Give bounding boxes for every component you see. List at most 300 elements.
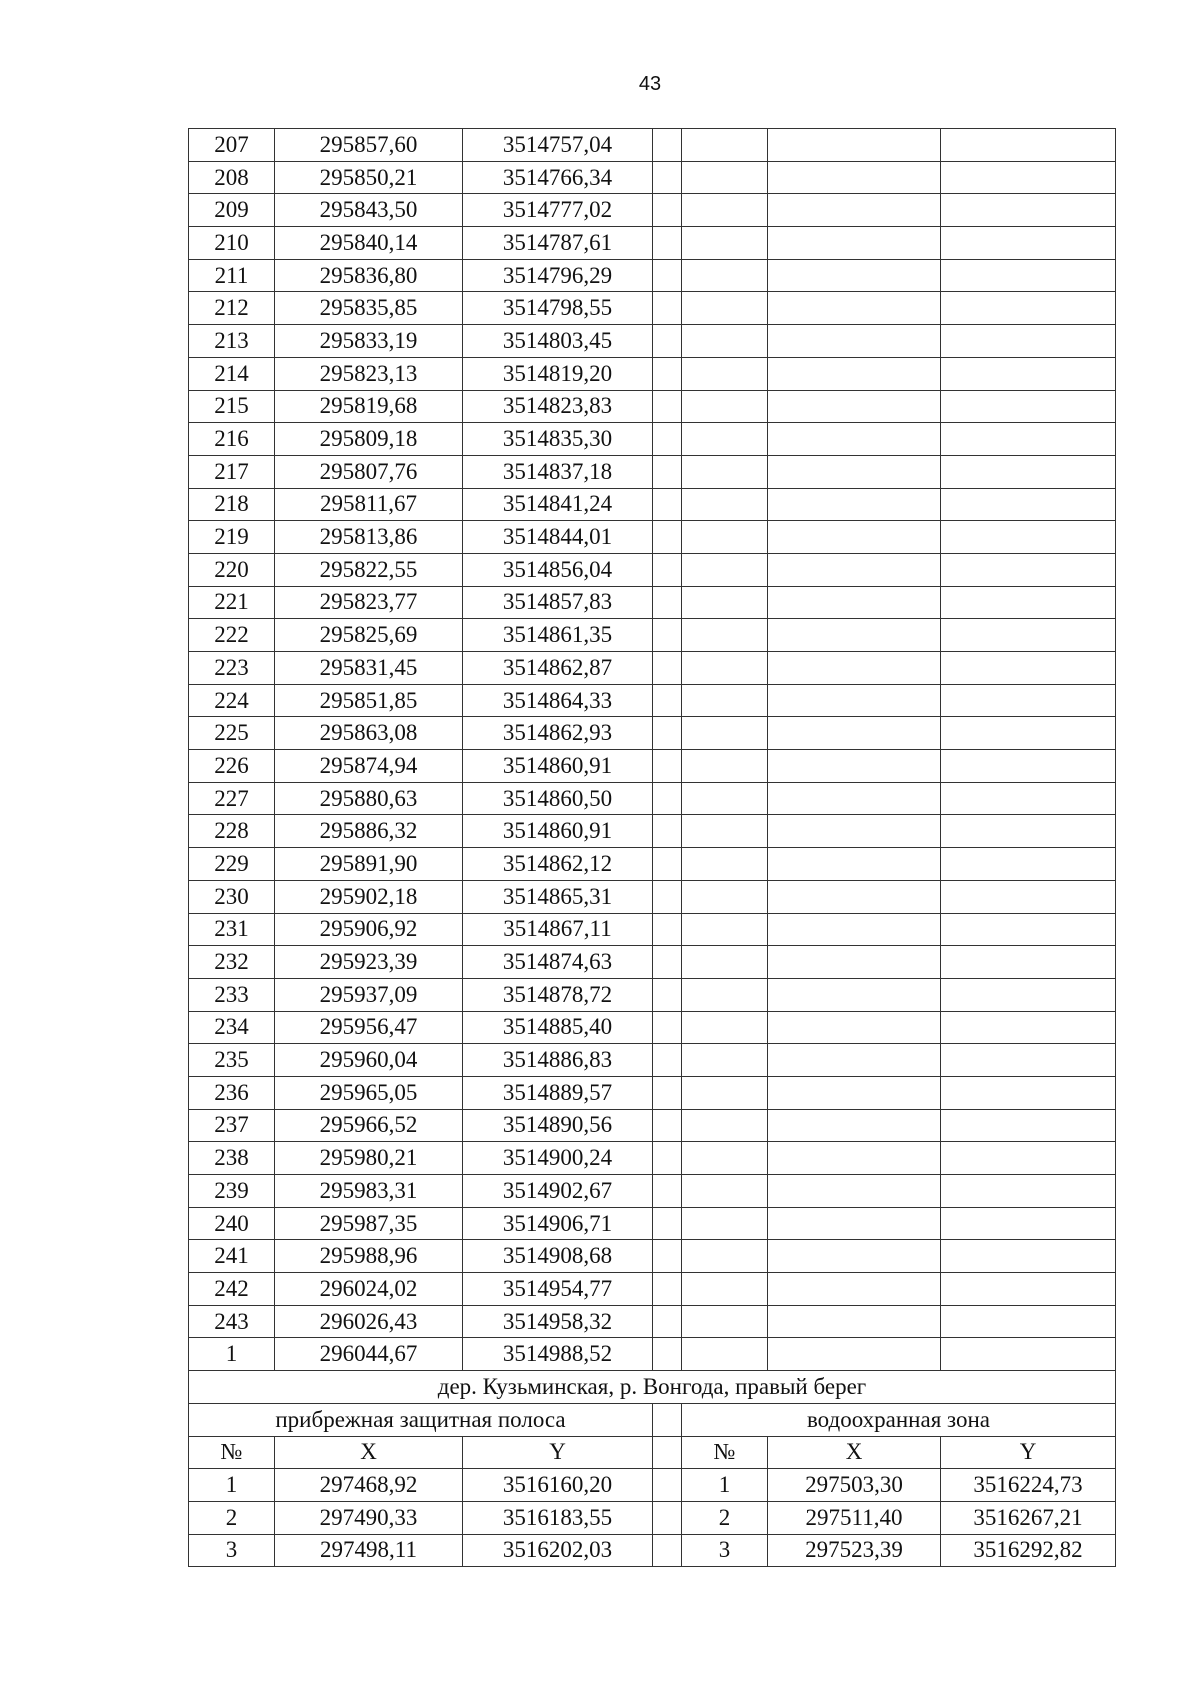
x-coordinate-cell: 295965,05 bbox=[275, 1076, 463, 1109]
section-title: дер. Кузьминская, р. Вонгода, правый берег bbox=[189, 1371, 1116, 1404]
empty-cell bbox=[682, 815, 768, 848]
separator-cell bbox=[653, 1142, 682, 1175]
empty-cell bbox=[682, 1338, 768, 1371]
table-row bbox=[189, 619, 1116, 652]
y-coordinate-cell: 3514864,33 bbox=[463, 684, 653, 717]
empty-cell bbox=[682, 1175, 768, 1208]
coordinates-table-body bbox=[189, 129, 1116, 1567]
empty-cell bbox=[941, 325, 1116, 358]
table-row bbox=[189, 455, 1116, 488]
x-coordinate-cell: 295956,47 bbox=[275, 1011, 463, 1044]
empty-cell bbox=[768, 1207, 941, 1240]
separator-cell bbox=[653, 1175, 682, 1208]
point-number-cell: 211 bbox=[189, 259, 275, 292]
y-coordinate-cell: 3516160,20 bbox=[463, 1469, 653, 1502]
table-row bbox=[189, 1142, 1116, 1175]
table-row bbox=[189, 684, 1116, 717]
empty-cell bbox=[768, 357, 941, 390]
separator-cell bbox=[653, 1469, 682, 1502]
x-coordinate-cell: 295902,18 bbox=[275, 880, 463, 913]
empty-cell bbox=[768, 1142, 941, 1175]
x-coordinate-cell: 295937,09 bbox=[275, 978, 463, 1011]
x-coordinate-cell: 296024,02 bbox=[275, 1273, 463, 1306]
table-row bbox=[189, 1305, 1116, 1338]
separator-cell bbox=[653, 782, 682, 815]
point-number-cell: 240 bbox=[189, 1207, 275, 1240]
section-title-row bbox=[189, 1371, 1116, 1404]
y-coordinate-cell: 3514886,83 bbox=[463, 1044, 653, 1077]
separator-cell bbox=[653, 619, 682, 652]
y-coordinate-cell: 3514862,93 bbox=[463, 717, 653, 750]
left-group-title: прибрежная защитная полоса bbox=[189, 1403, 653, 1436]
x-coordinate-cell: 295960,04 bbox=[275, 1044, 463, 1077]
table-row bbox=[189, 1044, 1116, 1077]
separator-cell bbox=[653, 259, 682, 292]
empty-cell bbox=[768, 129, 941, 162]
empty-cell bbox=[941, 619, 1116, 652]
empty-cell bbox=[682, 1142, 768, 1175]
x-coordinate-cell: 295819,68 bbox=[275, 390, 463, 423]
y-coordinate-cell: 3514860,50 bbox=[463, 782, 653, 815]
y-coordinate-cell: 3514878,72 bbox=[463, 978, 653, 1011]
separator-cell bbox=[653, 1403, 682, 1436]
y-coordinate-cell: 3514841,24 bbox=[463, 488, 653, 521]
empty-cell bbox=[768, 978, 941, 1011]
x-coordinate-cell: 295988,96 bbox=[275, 1240, 463, 1273]
empty-cell bbox=[682, 553, 768, 586]
empty-cell bbox=[941, 423, 1116, 456]
separator-cell bbox=[653, 129, 682, 162]
point-number-cell: 229 bbox=[189, 848, 275, 881]
x-coordinate-cell: 295822,55 bbox=[275, 553, 463, 586]
empty-cell bbox=[941, 292, 1116, 325]
y-coordinate-cell: 3514844,01 bbox=[463, 521, 653, 554]
x-coordinate-cell: 295874,94 bbox=[275, 750, 463, 783]
empty-cell bbox=[682, 1109, 768, 1142]
table-row bbox=[189, 1273, 1116, 1306]
x-coordinate-cell: 295836,80 bbox=[275, 259, 463, 292]
x-coordinate-cell: 297468,92 bbox=[275, 1469, 463, 1502]
empty-cell bbox=[768, 292, 941, 325]
empty-cell bbox=[941, 1305, 1116, 1338]
y-coordinate-cell: 3514757,04 bbox=[463, 129, 653, 162]
point-number-cell: 217 bbox=[189, 455, 275, 488]
empty-cell bbox=[682, 1273, 768, 1306]
separator-cell bbox=[653, 390, 682, 423]
point-number-cell: 218 bbox=[189, 488, 275, 521]
empty-cell bbox=[941, 750, 1116, 783]
empty-cell bbox=[682, 619, 768, 652]
empty-cell bbox=[768, 390, 941, 423]
point-number-cell: 1 bbox=[189, 1469, 275, 1502]
table-row bbox=[189, 913, 1116, 946]
point-number-cell: 232 bbox=[189, 946, 275, 979]
y-coordinate-cell: 3514837,18 bbox=[463, 455, 653, 488]
y-coordinate-cell: 3514874,63 bbox=[463, 946, 653, 979]
empty-cell bbox=[768, 717, 941, 750]
empty-cell bbox=[768, 913, 941, 946]
point-number-cell: 219 bbox=[189, 521, 275, 554]
empty-cell bbox=[682, 880, 768, 913]
empty-cell bbox=[768, 782, 941, 815]
point-number-cell: 214 bbox=[189, 357, 275, 390]
point-number-cell: 2 bbox=[189, 1501, 275, 1534]
point-number-cell: 213 bbox=[189, 325, 275, 358]
empty-cell bbox=[941, 684, 1116, 717]
x-coordinate-cell: 297490,33 bbox=[275, 1501, 463, 1534]
separator-cell bbox=[653, 652, 682, 685]
empty-cell bbox=[941, 1175, 1116, 1208]
point-number-cell: 236 bbox=[189, 1076, 275, 1109]
separator-cell bbox=[653, 880, 682, 913]
separator-cell bbox=[653, 553, 682, 586]
empty-cell bbox=[682, 1011, 768, 1044]
empty-cell bbox=[682, 586, 768, 619]
x-coordinate-cell: 295980,21 bbox=[275, 1142, 463, 1175]
point-number-cell: 231 bbox=[189, 913, 275, 946]
table-row bbox=[189, 1109, 1116, 1142]
empty-cell bbox=[682, 782, 768, 815]
header-num: № bbox=[189, 1436, 275, 1469]
empty-cell bbox=[941, 717, 1116, 750]
empty-cell bbox=[941, 1142, 1116, 1175]
x-coordinate-cell: 295809,18 bbox=[275, 423, 463, 456]
table-row bbox=[189, 553, 1116, 586]
y-coordinate-cell: 3514958,32 bbox=[463, 1305, 653, 1338]
y-coordinate-cell: 3514865,31 bbox=[463, 880, 653, 913]
separator-cell bbox=[653, 227, 682, 260]
header-x: X bbox=[275, 1436, 463, 1469]
separator-cell bbox=[653, 488, 682, 521]
empty-cell bbox=[682, 521, 768, 554]
empty-cell bbox=[682, 259, 768, 292]
empty-cell bbox=[768, 848, 941, 881]
group-title-row bbox=[189, 1403, 1116, 1436]
empty-cell bbox=[682, 325, 768, 358]
header-x: X bbox=[768, 1436, 941, 1469]
x-coordinate-cell: 296044,67 bbox=[275, 1338, 463, 1371]
empty-cell bbox=[768, 1044, 941, 1077]
empty-cell bbox=[768, 1076, 941, 1109]
empty-cell bbox=[941, 978, 1116, 1011]
point-number-cell: 225 bbox=[189, 717, 275, 750]
separator-cell bbox=[653, 194, 682, 227]
separator-cell bbox=[653, 1305, 682, 1338]
separator-cell bbox=[653, 455, 682, 488]
y-coordinate-cell: 3514908,68 bbox=[463, 1240, 653, 1273]
empty-cell bbox=[941, 390, 1116, 423]
empty-cell bbox=[941, 782, 1116, 815]
empty-cell bbox=[768, 1109, 941, 1142]
y-coordinate-cell: 3514862,12 bbox=[463, 848, 653, 881]
y-coordinate-cell: 3514823,83 bbox=[463, 390, 653, 423]
empty-cell bbox=[682, 194, 768, 227]
point-number-cell: 221 bbox=[189, 586, 275, 619]
table-row bbox=[189, 1011, 1116, 1044]
point-number-cell: 243 bbox=[189, 1305, 275, 1338]
point-number-cell: 241 bbox=[189, 1240, 275, 1273]
empty-cell bbox=[682, 652, 768, 685]
y-coordinate-cell: 3514860,91 bbox=[463, 750, 653, 783]
empty-cell bbox=[682, 1076, 768, 1109]
table-row bbox=[189, 390, 1116, 423]
empty-cell bbox=[768, 194, 941, 227]
separator-cell bbox=[653, 946, 682, 979]
x-coordinate-cell: 295843,50 bbox=[275, 194, 463, 227]
y-coordinate-cell: 3516183,55 bbox=[463, 1501, 653, 1534]
empty-cell bbox=[682, 423, 768, 456]
table-row bbox=[189, 325, 1116, 358]
x-coordinate-cell: 295833,19 bbox=[275, 325, 463, 358]
empty-cell bbox=[941, 521, 1116, 554]
x-coordinate-cell: 295831,45 bbox=[275, 652, 463, 685]
point-number-cell: 226 bbox=[189, 750, 275, 783]
empty-cell bbox=[941, 815, 1116, 848]
empty-cell bbox=[682, 357, 768, 390]
y-coordinate-cell: 3514906,71 bbox=[463, 1207, 653, 1240]
empty-cell bbox=[682, 913, 768, 946]
y-coordinate-cell: 3516202,03 bbox=[463, 1534, 653, 1567]
y-coordinate-cell: 3516224,73 bbox=[941, 1469, 1116, 1502]
empty-cell bbox=[941, 357, 1116, 390]
point-number-cell: 207 bbox=[189, 129, 275, 162]
empty-cell bbox=[682, 946, 768, 979]
table-row bbox=[189, 161, 1116, 194]
empty-cell bbox=[941, 194, 1116, 227]
y-coordinate-cell: 3514787,61 bbox=[463, 227, 653, 260]
separator-cell bbox=[653, 1436, 682, 1469]
x-coordinate-cell: 295840,14 bbox=[275, 227, 463, 260]
empty-cell bbox=[768, 1240, 941, 1273]
x-coordinate-cell: 295923,39 bbox=[275, 946, 463, 979]
y-coordinate-cell: 3514819,20 bbox=[463, 357, 653, 390]
empty-cell bbox=[682, 1240, 768, 1273]
point-number-cell: 1 bbox=[682, 1469, 768, 1502]
table-row bbox=[189, 521, 1116, 554]
y-coordinate-cell: 3514777,02 bbox=[463, 194, 653, 227]
empty-cell bbox=[682, 390, 768, 423]
empty-cell bbox=[682, 227, 768, 260]
y-coordinate-cell: 3514861,35 bbox=[463, 619, 653, 652]
empty-cell bbox=[941, 227, 1116, 260]
y-coordinate-cell: 3514889,57 bbox=[463, 1076, 653, 1109]
table-row bbox=[189, 978, 1116, 1011]
table-row bbox=[189, 488, 1116, 521]
y-coordinate-cell: 3516292,82 bbox=[941, 1534, 1116, 1567]
column-header-row bbox=[189, 1436, 1116, 1469]
table-row bbox=[189, 227, 1116, 260]
x-coordinate-cell: 295823,77 bbox=[275, 586, 463, 619]
empty-cell bbox=[768, 750, 941, 783]
point-number-cell: 239 bbox=[189, 1175, 275, 1208]
y-coordinate-cell: 3514857,83 bbox=[463, 586, 653, 619]
y-coordinate-cell: 3514860,91 bbox=[463, 815, 653, 848]
point-number-cell: 228 bbox=[189, 815, 275, 848]
point-number-cell: 235 bbox=[189, 1044, 275, 1077]
table-row bbox=[189, 423, 1116, 456]
x-coordinate-cell: 295825,69 bbox=[275, 619, 463, 652]
x-coordinate-cell: 295835,85 bbox=[275, 292, 463, 325]
x-coordinate-cell: 297503,30 bbox=[768, 1469, 941, 1502]
empty-cell bbox=[682, 750, 768, 783]
separator-cell bbox=[653, 292, 682, 325]
empty-cell bbox=[768, 161, 941, 194]
table-row bbox=[189, 259, 1116, 292]
separator-cell bbox=[653, 717, 682, 750]
table-row bbox=[189, 1207, 1116, 1240]
y-coordinate-cell: 3514902,67 bbox=[463, 1175, 653, 1208]
x-coordinate-cell: 296026,43 bbox=[275, 1305, 463, 1338]
point-number-cell: 216 bbox=[189, 423, 275, 456]
x-coordinate-cell: 297498,11 bbox=[275, 1534, 463, 1567]
table-row bbox=[189, 750, 1116, 783]
right-group-title: водоохранная зона bbox=[682, 1403, 1116, 1436]
point-number-cell: 1 bbox=[189, 1338, 275, 1371]
empty-cell bbox=[682, 129, 768, 162]
y-coordinate-cell: 3516267,21 bbox=[941, 1501, 1116, 1534]
separator-cell bbox=[653, 1076, 682, 1109]
empty-cell bbox=[941, 259, 1116, 292]
empty-cell bbox=[768, 1305, 941, 1338]
empty-cell bbox=[941, 1273, 1116, 1306]
empty-cell bbox=[682, 161, 768, 194]
empty-cell bbox=[941, 1109, 1116, 1142]
table-row bbox=[189, 292, 1116, 325]
empty-cell bbox=[768, 521, 941, 554]
point-number-cell: 227 bbox=[189, 782, 275, 815]
separator-cell bbox=[653, 913, 682, 946]
point-number-cell: 242 bbox=[189, 1273, 275, 1306]
page-number: 43 bbox=[638, 73, 662, 95]
separator-cell bbox=[653, 161, 682, 194]
separator-cell bbox=[653, 1044, 682, 1077]
empty-cell bbox=[941, 1240, 1116, 1273]
y-coordinate-cell: 3514796,29 bbox=[463, 259, 653, 292]
separator-cell bbox=[653, 684, 682, 717]
empty-cell bbox=[768, 586, 941, 619]
empty-cell bbox=[768, 259, 941, 292]
table-row bbox=[189, 1175, 1116, 1208]
point-number-cell: 233 bbox=[189, 978, 275, 1011]
point-number-cell: 238 bbox=[189, 1142, 275, 1175]
empty-cell bbox=[941, 129, 1116, 162]
separator-cell bbox=[653, 357, 682, 390]
point-number-cell: 212 bbox=[189, 292, 275, 325]
table-row bbox=[189, 1469, 1116, 1502]
separator-cell bbox=[653, 1501, 682, 1534]
point-number-cell: 224 bbox=[189, 684, 275, 717]
table-row bbox=[189, 848, 1116, 881]
empty-cell bbox=[682, 978, 768, 1011]
empty-cell bbox=[941, 586, 1116, 619]
empty-cell bbox=[768, 488, 941, 521]
empty-cell bbox=[768, 423, 941, 456]
separator-cell bbox=[653, 1011, 682, 1044]
table-row bbox=[189, 815, 1116, 848]
separator-cell bbox=[653, 423, 682, 456]
empty-cell bbox=[768, 652, 941, 685]
separator-cell bbox=[653, 1338, 682, 1371]
x-coordinate-cell: 295850,21 bbox=[275, 161, 463, 194]
table-row bbox=[189, 946, 1116, 979]
point-number-cell: 230 bbox=[189, 880, 275, 913]
y-coordinate-cell: 3514766,34 bbox=[463, 161, 653, 194]
point-number-cell: 210 bbox=[189, 227, 275, 260]
empty-cell bbox=[768, 946, 941, 979]
table-row bbox=[189, 194, 1116, 227]
x-coordinate-cell: 295811,67 bbox=[275, 488, 463, 521]
empty-cell bbox=[682, 848, 768, 881]
y-coordinate-cell: 3514856,04 bbox=[463, 553, 653, 586]
empty-cell bbox=[768, 619, 941, 652]
empty-cell bbox=[768, 1273, 941, 1306]
separator-cell bbox=[653, 1534, 682, 1567]
y-coordinate-cell: 3514862,87 bbox=[463, 652, 653, 685]
x-coordinate-cell: 295863,08 bbox=[275, 717, 463, 750]
separator-cell bbox=[653, 848, 682, 881]
table-row bbox=[189, 717, 1116, 750]
y-coordinate-cell: 3514954,77 bbox=[463, 1273, 653, 1306]
empty-cell bbox=[682, 717, 768, 750]
y-coordinate-cell: 3514867,11 bbox=[463, 913, 653, 946]
empty-cell bbox=[941, 946, 1116, 979]
point-number-cell: 215 bbox=[189, 390, 275, 423]
separator-cell bbox=[653, 1109, 682, 1142]
x-coordinate-cell: 295857,60 bbox=[275, 129, 463, 162]
empty-cell bbox=[941, 553, 1116, 586]
empty-cell bbox=[768, 455, 941, 488]
separator-cell bbox=[653, 325, 682, 358]
y-coordinate-cell: 3514803,45 bbox=[463, 325, 653, 358]
empty-cell bbox=[682, 488, 768, 521]
separator-cell bbox=[653, 521, 682, 554]
x-coordinate-cell: 295880,63 bbox=[275, 782, 463, 815]
empty-cell bbox=[768, 1338, 941, 1371]
point-number-cell: 223 bbox=[189, 652, 275, 685]
y-coordinate-cell: 3514890,56 bbox=[463, 1109, 653, 1142]
empty-cell bbox=[941, 1338, 1116, 1371]
x-coordinate-cell: 295906,92 bbox=[275, 913, 463, 946]
empty-cell bbox=[682, 1305, 768, 1338]
y-coordinate-cell: 3514885,40 bbox=[463, 1011, 653, 1044]
point-number-cell: 208 bbox=[189, 161, 275, 194]
y-coordinate-cell: 3514835,30 bbox=[463, 423, 653, 456]
empty-cell bbox=[768, 553, 941, 586]
header-y: Y bbox=[463, 1436, 653, 1469]
coordinates-table bbox=[188, 128, 1116, 1567]
table-row bbox=[189, 1076, 1116, 1109]
separator-cell bbox=[653, 1240, 682, 1273]
table-row bbox=[189, 880, 1116, 913]
empty-cell bbox=[682, 292, 768, 325]
empty-cell bbox=[941, 913, 1116, 946]
empty-cell bbox=[941, 1076, 1116, 1109]
empty-cell bbox=[941, 1207, 1116, 1240]
separator-cell bbox=[653, 750, 682, 783]
x-coordinate-cell: 295886,32 bbox=[275, 815, 463, 848]
empty-cell bbox=[682, 684, 768, 717]
y-coordinate-cell: 3514900,24 bbox=[463, 1142, 653, 1175]
empty-cell bbox=[941, 848, 1116, 881]
point-number-cell: 234 bbox=[189, 1011, 275, 1044]
point-number-cell: 3 bbox=[189, 1534, 275, 1567]
empty-cell bbox=[941, 652, 1116, 685]
empty-cell bbox=[941, 455, 1116, 488]
table-row bbox=[189, 357, 1116, 390]
separator-cell bbox=[653, 815, 682, 848]
x-coordinate-cell: 295813,86 bbox=[275, 521, 463, 554]
separator-cell bbox=[653, 586, 682, 619]
